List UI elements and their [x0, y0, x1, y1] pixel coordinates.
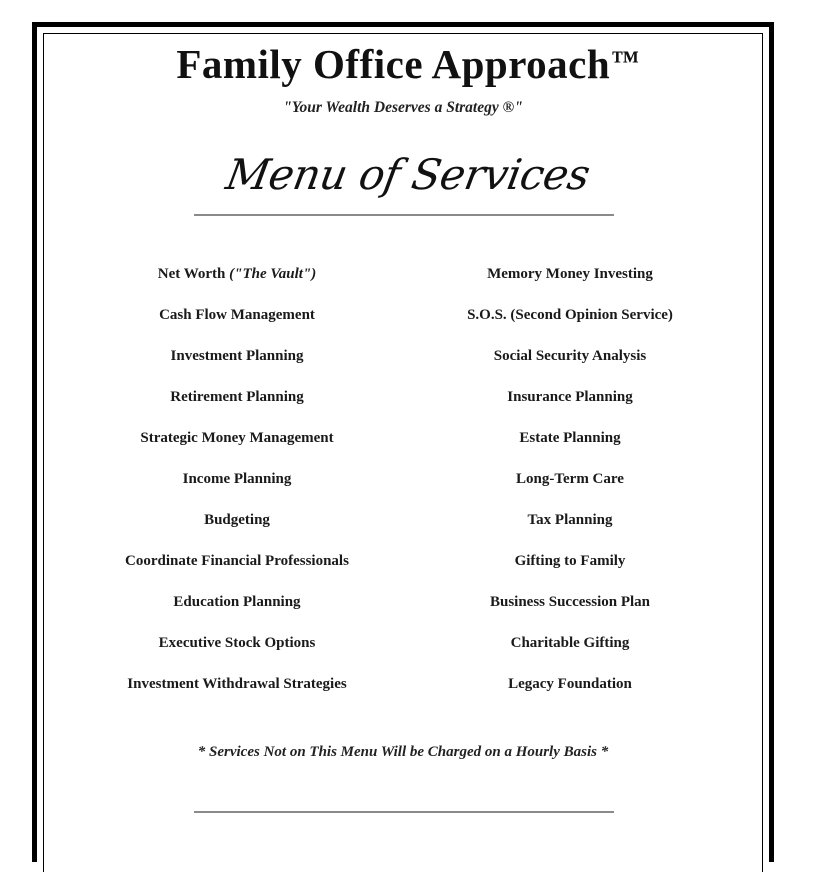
service-item-net-worth [96, 262, 378, 303]
service-item-long-term-care: Long-Term Care [516, 471, 624, 487]
service-item-investment-planning: Investment Planning [170, 348, 304, 364]
service-item-investment-withdrawal-strategies: Investment Withdrawal Strategies [127, 676, 347, 692]
service-item-gifting-to-family: Gifting to Family [514, 553, 626, 569]
service-item-insurance-planning: Insurance Planning [507, 389, 633, 405]
service-item-charitable-gifting: Charitable Gifting [510, 635, 630, 651]
page-title-text: Family Office Approach [176, 41, 611, 87]
tagline: "Your Wealth Deserves a Strategy ®" [283, 99, 523, 116]
service-item-business-succession-plan: Business Succession Plan [489, 594, 651, 610]
service-item-second-opinion-service: S.O.S. (Second Opinion Service) [467, 307, 673, 323]
services-left-column [96, 262, 378, 713]
footnote-hourly-basis: * Services Not on This Menu Will be Charged on a Hourly Basis * [197, 744, 609, 760]
service-item-coordinate-financial-professionals: Coordinate Financial Professionals [125, 553, 349, 569]
service-label-emphasis: ("The Vault") [229, 266, 317, 282]
page-title [0, 41, 816, 87]
service-item-memory-money-investing: Memory Money Investing [487, 266, 653, 282]
service-item-legacy-foundation: Legacy Foundation [508, 676, 632, 692]
service-item-social-security-analysis: Social Security Analysis [493, 348, 647, 364]
menu-of-services-heading: Menu of Services [222, 150, 594, 199]
divider-top [194, 214, 614, 216]
service-item-budgeting: Budgeting [204, 512, 270, 528]
service-item-cash-flow-management: Cash Flow Management [159, 307, 315, 323]
services-right-column [420, 262, 720, 713]
service-item-strategic-money-management: Strategic Money Management [140, 430, 334, 446]
service-item-education-planning: Education Planning [173, 594, 301, 610]
service-item-tax-planning: Tax Planning [527, 512, 613, 528]
service-item-retirement-planning: Retirement Planning [170, 389, 304, 405]
divider-bottom [194, 811, 614, 813]
trademark-symbol: ™ [611, 46, 640, 77]
service-item-estate-planning: Estate Planning [519, 430, 621, 446]
service-item-executive-stock-options: Executive Stock Options [158, 635, 316, 651]
service-item-income-planning: Income Planning [182, 471, 292, 487]
service-label: Net Worth [157, 266, 230, 282]
